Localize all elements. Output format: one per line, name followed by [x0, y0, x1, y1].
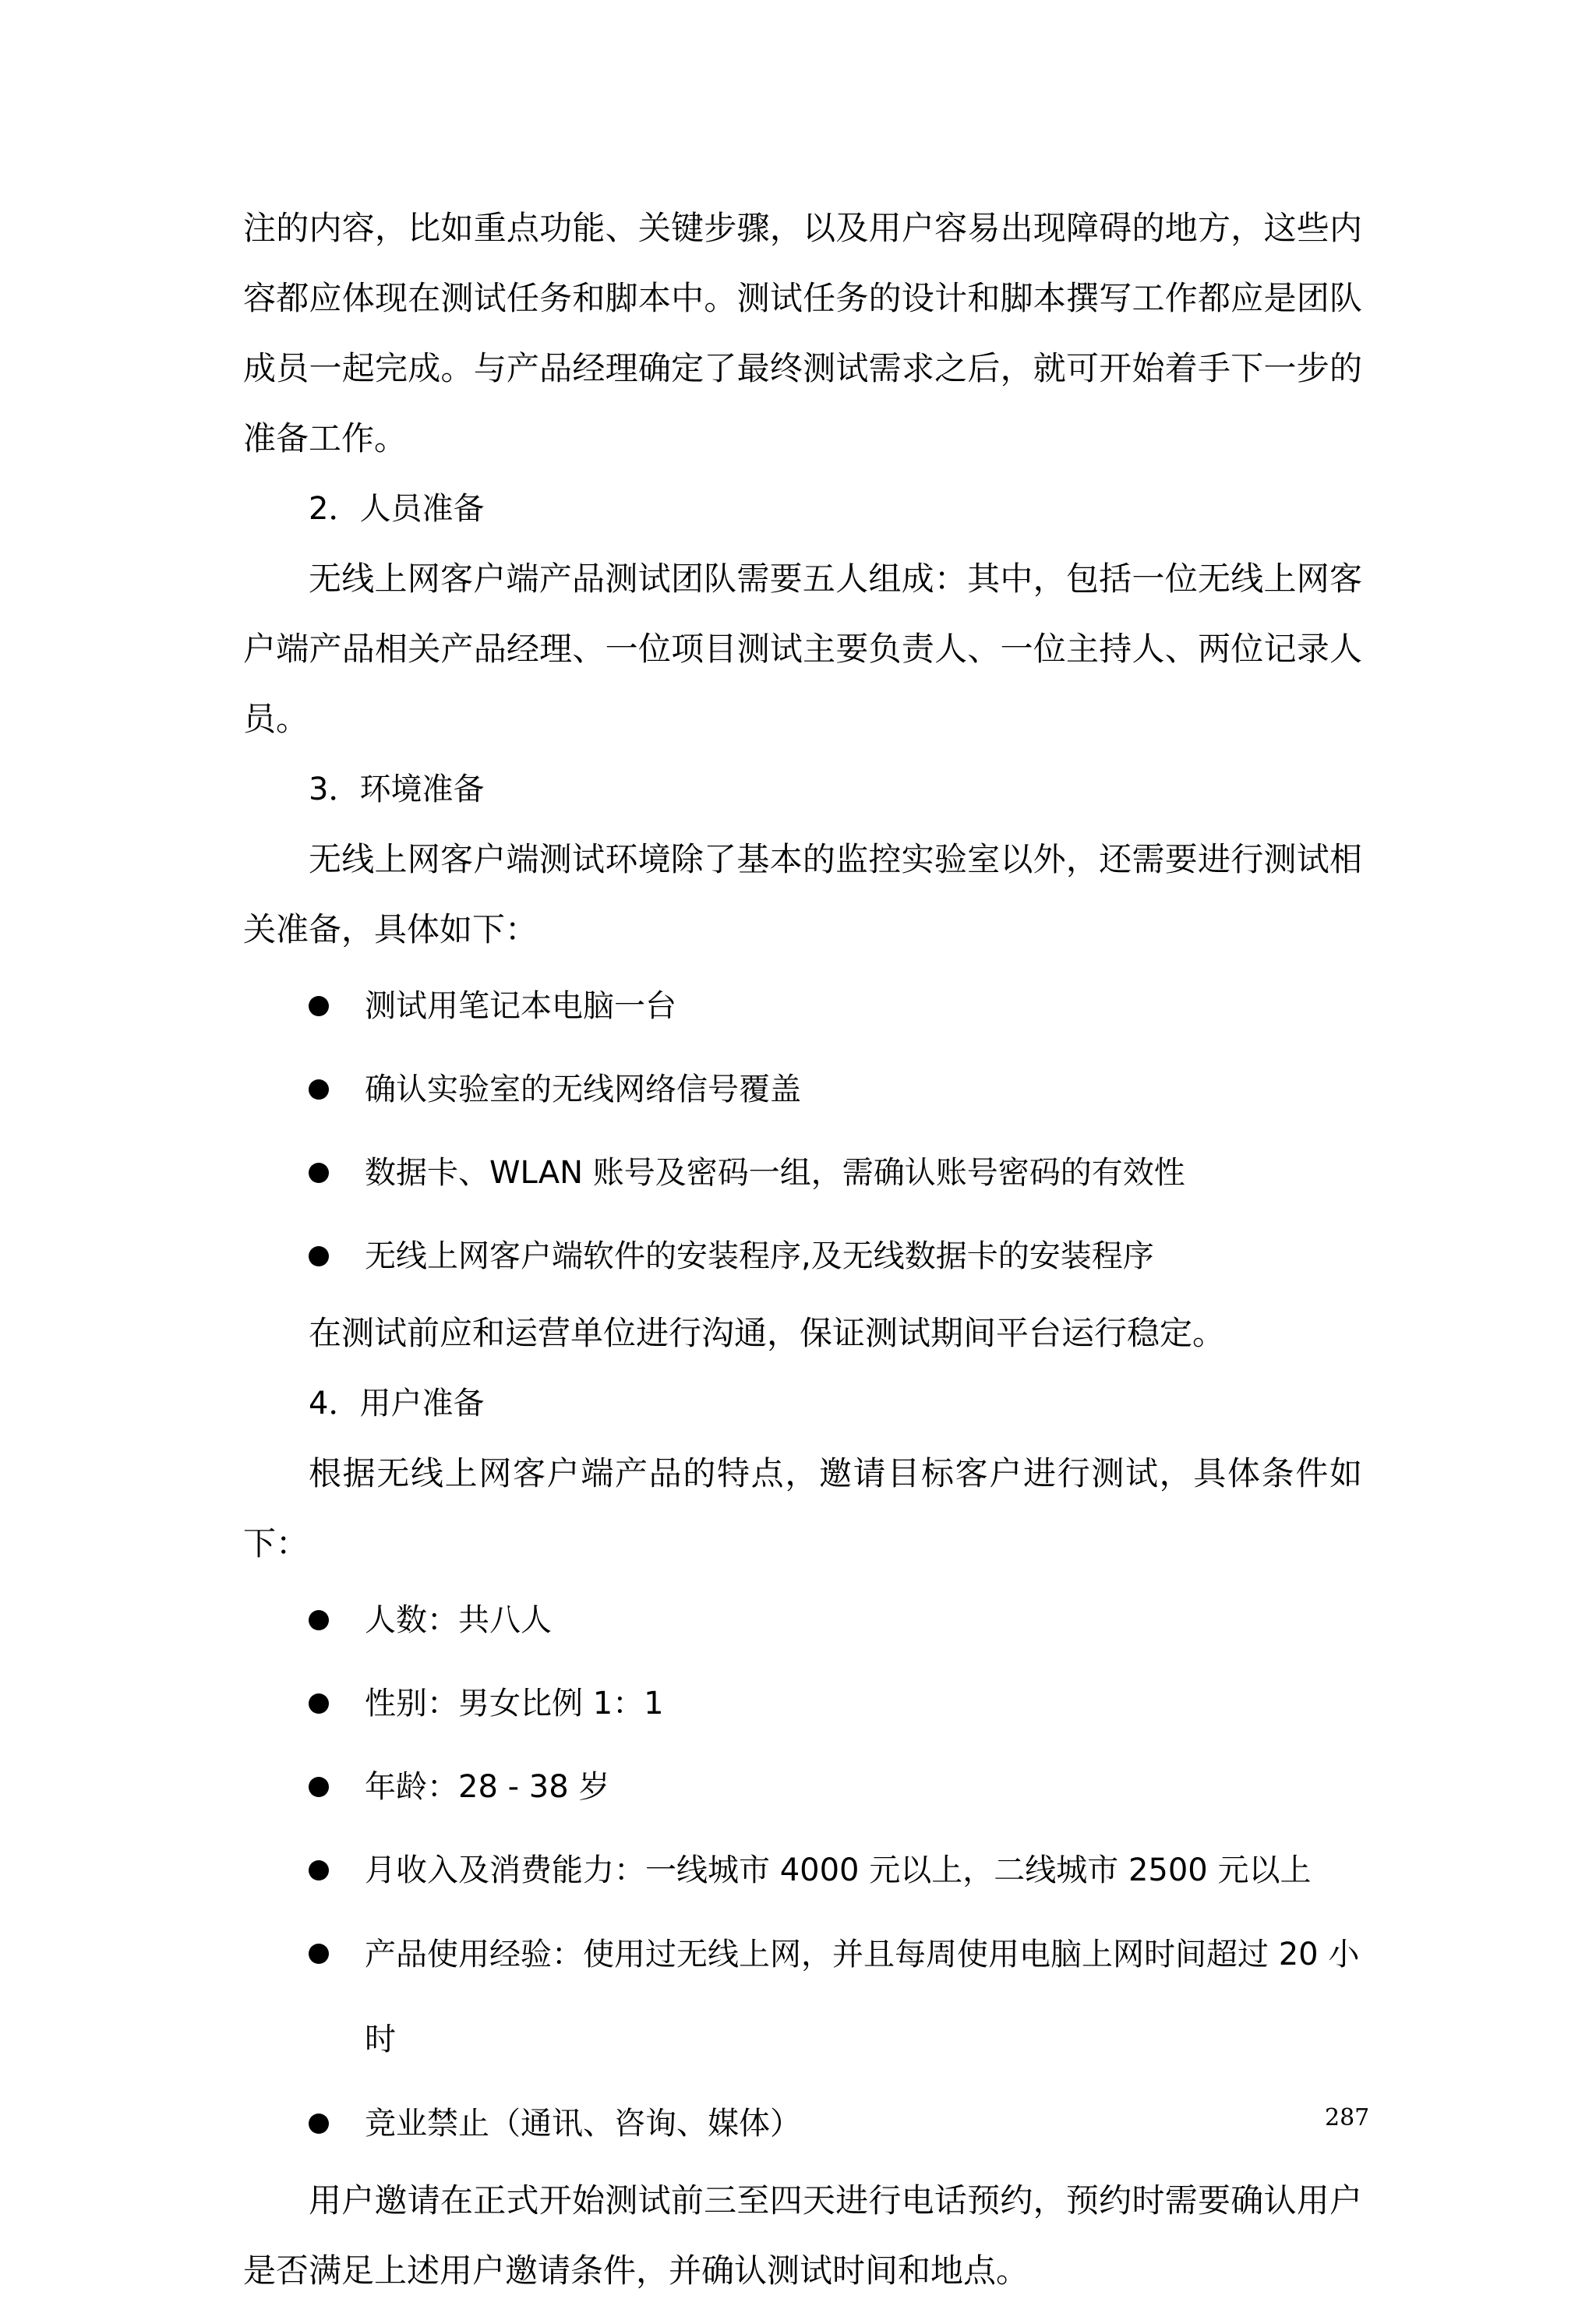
bullet-icon — [309, 1610, 329, 1630]
list-item — [243, 1662, 1362, 1746]
bullet-icon — [309, 1944, 329, 1964]
bullet-icon — [309, 2114, 329, 2134]
user-criteria-bullet-list — [243, 1579, 1362, 2166]
bullet-icon — [309, 1860, 329, 1880]
section-heading-personnel: 2．人员准备 — [309, 491, 485, 527]
paragraph-users-closing: 用户邀请在正式开始测试前三至四天进行电话预约，预约时需要确认用户是否满足上述用户邀请条件，并确认测试时间和地点。 — [243, 2181, 1362, 2290]
paragraph-continuation: 注的内容，比如重点功能、关键步骤，以及用户容易出现障碍的地方，这些内容都应体现在测试任务和脚本中。测试任务的设计和脚本撰写工作都应是团队成员一起完成。与产品经理确定了最终测试需求之后，就可开始着手下一步的准备工作。 — [243, 209, 1362, 457]
list-item-text: 数据卡、WLAN 账号及密码一组，需确认账号密码的有效性 — [365, 1155, 1185, 1191]
paragraph-users: 根据无线上网客户端产品的特点，邀请目标客户进行测试，具体条件如下： — [243, 1454, 1362, 1563]
bullet-icon — [309, 1246, 329, 1266]
bullet-icon — [309, 1163, 329, 1183]
list-item-text: 竞业禁止（通讯、咨询、媒体） — [365, 2106, 801, 2142]
page-content — [243, 193, 1362, 2306]
paragraph-environment: 无线上网客户端测试环境除了基本的监控实验室以外，还需要进行测试相关准备，具体如下： — [243, 840, 1362, 948]
list-item — [243, 2082, 1362, 2166]
list-item-text: 年龄：28 - 38 岁 — [365, 1769, 610, 1805]
paragraph-environment-closing: 在测试前应和运营单位进行沟通，保证测试期间平台运行稳定。 — [309, 1314, 1226, 1352]
list-item-text: 无线上网客户端软件的安装程序,及无线数据卡的安装程序 — [365, 1238, 1154, 1274]
section-heading-environment: 3．环境准备 — [309, 772, 485, 807]
page-number: 287 — [1325, 2104, 1370, 2131]
list-item-text: 月收入及消费能力：一线城市 4000 元以上，二线城市 2500 元以上 — [365, 1852, 1312, 1888]
list-item-text: 性别：男女比例 1：1 — [365, 1686, 664, 1722]
list-item — [243, 1829, 1362, 1912]
bullet-icon — [309, 1777, 329, 1797]
paragraph-personnel: 无线上网客户端产品测试团队需要五人组成：其中，包括一位无线上网客户端产品相关产品经理、一位项目测试主要负责人、一位主持人、两位记录人员。 — [243, 560, 1362, 738]
list-item-text: 测试用笔记本电脑一台 — [365, 988, 676, 1024]
bullet-icon — [309, 1693, 329, 1714]
list-item — [243, 1579, 1362, 1662]
list-item-text: 确认实验室的无线网络信号覆盖 — [365, 1072, 801, 1107]
list-item — [243, 965, 1362, 1048]
list-item-text: 产品使用经验：使用过无线上网，并且每周使用电脑上网时间超过 20 小时 — [365, 1937, 1360, 2057]
list-item — [243, 1132, 1362, 1215]
list-item — [243, 1746, 1362, 1829]
section-heading-users: 4．用户准备 — [309, 1386, 485, 1421]
list-item-text: 人数：共八人 — [365, 1602, 552, 1638]
list-item — [243, 1912, 1362, 2082]
environment-bullet-list — [243, 965, 1362, 1298]
bullet-icon — [309, 996, 329, 1016]
list-item — [243, 1215, 1362, 1298]
list-item — [243, 1048, 1362, 1132]
bullet-icon — [309, 1079, 329, 1100]
